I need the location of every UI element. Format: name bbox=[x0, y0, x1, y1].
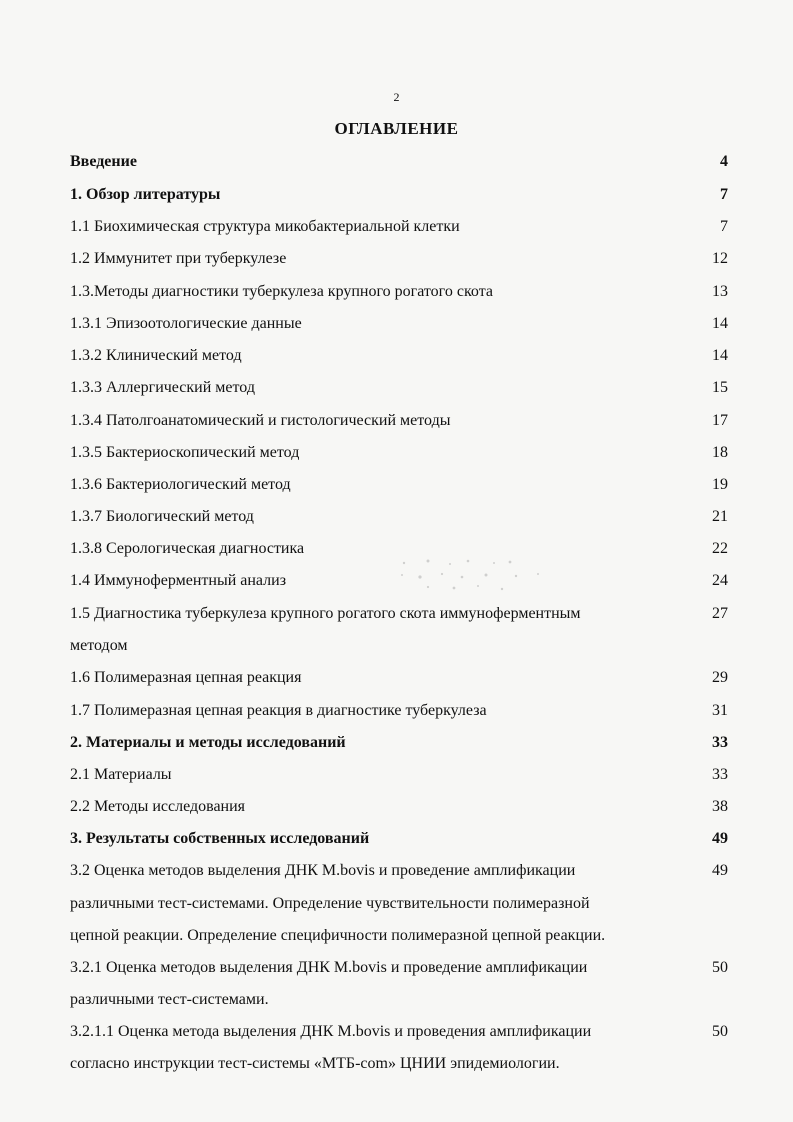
toc-entry-page: 50 bbox=[712, 959, 728, 976]
toc-entry-text: 1.3.6 Бактериологический метод bbox=[70, 476, 291, 493]
toc-entry-page: 49 bbox=[712, 862, 728, 879]
toc-entry-continuation: различными тест-системами. Определение чувствительности полимеразной bbox=[70, 895, 590, 912]
toc-entry-page: 38 bbox=[712, 798, 728, 815]
toc-entry-page: 24 bbox=[712, 572, 728, 589]
toc-entry-page: 7 bbox=[720, 186, 728, 203]
toc-entry-text: 1.3.7 Биологический метод bbox=[70, 508, 254, 525]
toc-entry-continuation: методом bbox=[70, 637, 128, 654]
toc-entry-text: 3.2 Оценка методов выделения ДНК M.bovis и проведение амплификации bbox=[70, 862, 576, 879]
toc-entry-text: 1. Обзор литературы bbox=[70, 186, 221, 203]
stamp-smudge bbox=[398, 555, 548, 595]
toc-entry-text: 1.3.4 Патолгоанатомический и гистологический методы bbox=[70, 412, 451, 429]
toc-entry-page: 12 bbox=[712, 250, 728, 267]
toc-entry-page: 19 bbox=[712, 476, 728, 493]
toc-entry-text: 2.1 Материалы bbox=[70, 766, 172, 783]
page-number: 2 bbox=[393, 90, 400, 104]
toc-entry-page: 18 bbox=[712, 444, 728, 461]
toc-entry-page: 7 bbox=[720, 218, 728, 235]
faded-stamp bbox=[398, 555, 548, 595]
toc-entry-continuation: цепной реакции. Определение специфичности полимеразной цепной реакции. bbox=[70, 927, 606, 944]
toc-entry-page: 15 bbox=[712, 379, 728, 396]
toc-entry-text: 1.3.Методы диагностики туберкулеза крупного рогатого скота bbox=[70, 283, 493, 300]
toc-entry-page: 13 bbox=[712, 283, 728, 300]
page-title: ОГЛАВЛЕНИЕ bbox=[334, 119, 459, 138]
toc-entry-text: 2. Материалы и методы исследований bbox=[70, 734, 346, 751]
toc-entry-page: 33 bbox=[712, 766, 728, 783]
toc-entry-text: 1.4 Иммуноферментный анализ bbox=[70, 572, 287, 589]
toc-entry-page: 29 bbox=[712, 669, 728, 686]
toc-entry-text: 1.3.1 Эпизоотологические данные bbox=[70, 315, 302, 332]
toc-entry-page: 50 bbox=[712, 1023, 728, 1040]
toc-entry-text: 1.3.5 Бактериоскопический метод bbox=[70, 444, 300, 461]
toc-entry-continuation: согласно инструкции тест-системы «МТБ-com» ЦНИИ эпидемиологии. bbox=[70, 1055, 560, 1072]
toc-entry-page: 31 bbox=[712, 702, 728, 719]
toc-entry-text: 1.3.2 Клинический метод bbox=[70, 347, 242, 364]
toc-entry-page: 17 bbox=[712, 412, 728, 429]
toc-entry-text: 1.7 Полимеразная цепная реакция в диагностике туберкулеза bbox=[70, 702, 487, 719]
toc-entry-text: 1.2 Иммунитет при туберкулезе bbox=[70, 250, 287, 267]
toc-entry-page: 22 bbox=[712, 540, 728, 557]
toc-entry-page: 14 bbox=[712, 315, 728, 332]
toc-entry-text: 1.1 Биохимическая структура микобактериальной клетки bbox=[70, 218, 460, 235]
toc-entry-page: 49 bbox=[712, 830, 728, 847]
toc-entry-page: 4 bbox=[720, 153, 728, 170]
toc-entry-page: 27 bbox=[712, 605, 728, 622]
toc-entry-text: 1.3.8 Серологическая диагностика bbox=[70, 540, 305, 557]
toc-entry-text: 1.5 Диагностика туберкулеза крупного рогатого скота иммуноферментным bbox=[70, 605, 581, 622]
toc-entry-text: 3.2.1 Оценка методов выделения ДНК M.bovis и проведение амплификации bbox=[70, 959, 588, 976]
toc-entry-text: 3. Результаты собственных исследований bbox=[70, 830, 370, 847]
toc-entry-continuation: различными тест-системами. bbox=[70, 991, 269, 1008]
toc-entry-page: 14 bbox=[712, 347, 728, 364]
toc-entry-text: 1.3.3 Аллергический метод bbox=[70, 379, 255, 396]
toc-entry-text: 1.6 Полимеразная цепная реакция bbox=[70, 669, 302, 686]
toc-entry-text: 2.2 Методы исследования bbox=[70, 798, 246, 815]
toc-entry-text: 3.2.1.1 Оценка метода выделения ДНК M.bovis и проведения амплификации bbox=[70, 1023, 592, 1040]
toc-entry-text: Введение bbox=[70, 153, 137, 170]
toc-entry-page: 33 bbox=[712, 734, 728, 751]
toc-entry-page: 21 bbox=[712, 508, 728, 525]
